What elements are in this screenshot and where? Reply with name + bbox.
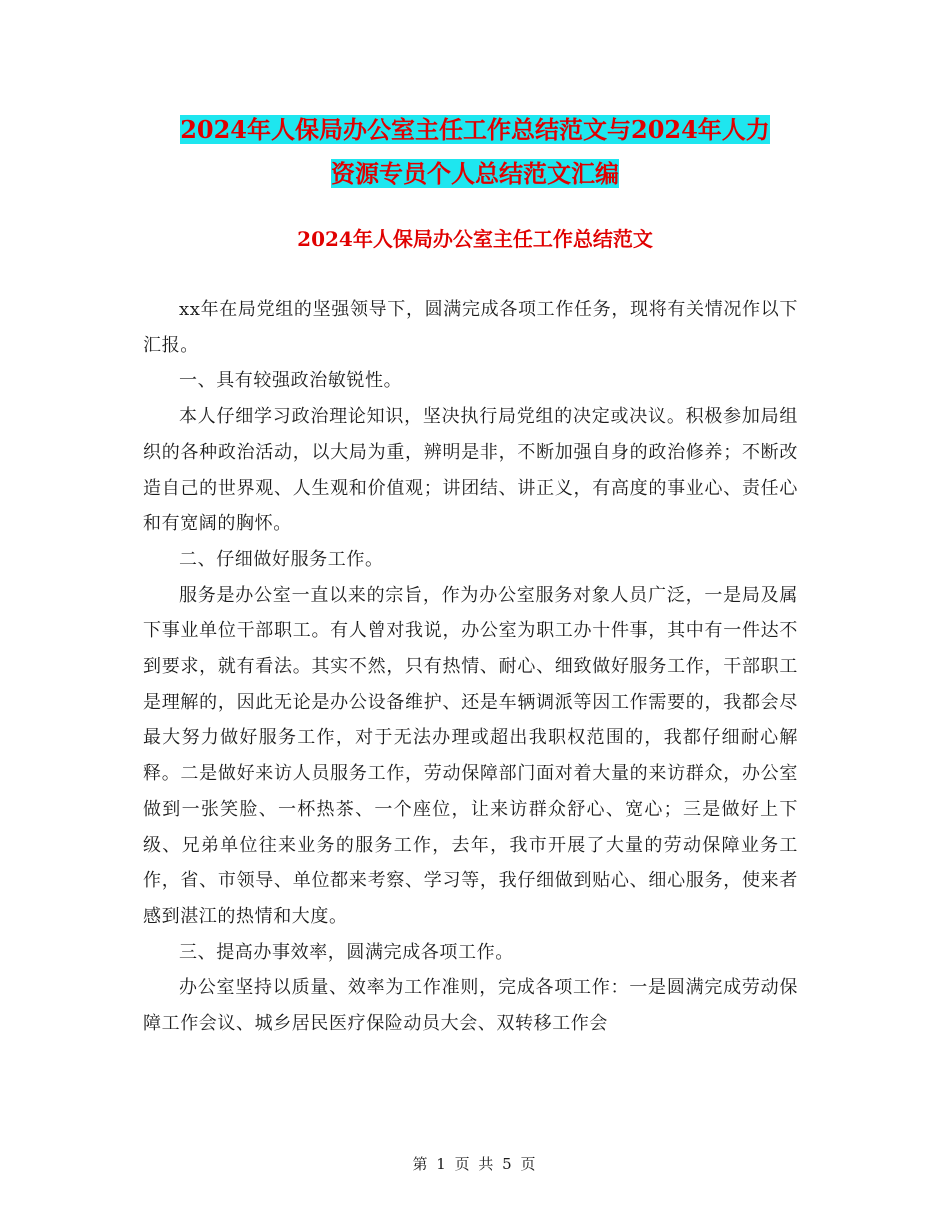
section-title: 2024年人保局办公室主任工作总结范文: [297, 227, 653, 251]
paragraph: 办公室坚持以质量、效率为工作准则，完成各项工作：一是圆满完成劳动保障工作会议、城乡居民医疗保险动员大会、双转移工作会: [143, 977, 798, 1035]
title-line-2: 资源专员个人总结范文汇编: [331, 159, 619, 188]
title-line-1: 2024年人保局办公室主任工作总结范文与2024年人力: [180, 115, 770, 144]
paragraph: 三、提高办事效率，圆满完成各项工作。: [179, 941, 514, 963]
document-body: [143, 292, 798, 1042]
page-footer: 第 1 页 共 5 页: [412, 1155, 538, 1173]
paragraph: 服务是办公室一直以来的宗旨，作为办公室服务对象人员广泛，一是局及属下事业单位干部职工。有人曾对我说，办公室为职工办十件事，其中有一件达不到要求，就有看法。其实不然，只有热情、耐心、细致做好服务工作，干部职工是理解的，因此无论是办公设备维护、还是车辆调派等因工作需要的，我都会尽最大努力做好服务工作，对于无法办理或超出我职权范围的，我都仔细耐心解释。二是做好来访人员服务工作，劳动保障部门面对着大量的来访群众，办公室做到一张笑脸、一杯热茶、一个座位，让来访群众舒心、宽心；三是做好上下级、兄弟单位往来业务的服务工作，去年，我市开展了大量的劳动保障业务工作，省、市领导、单位都来考察、学习等，我仔细做到贴心、细心服务，使来者感到湛江的热情和大度。: [143, 584, 798, 927]
paragraph: 本人仔细学习政治理论知识，坚决执行局党组的决定或决议。积极参加局组织的各种政治活动，以大局为重，辨明是非，不断加强自身的政治修养；不断改造自己的世界观、人生观和价值观；讲团结、讲正义，有高度的事业心、责任心和有宽阔的胸怀。: [143, 406, 798, 535]
paragraph: 二、仔细做好服务工作。: [179, 548, 384, 570]
document-title: [0, 108, 950, 196]
paragraph: xx年在局党组的坚强领导下，圆满完成各项工作任务，现将有关情况作以下汇报。: [143, 299, 798, 356]
paragraph: 一、具有较强政治敏锐性。: [179, 370, 403, 392]
